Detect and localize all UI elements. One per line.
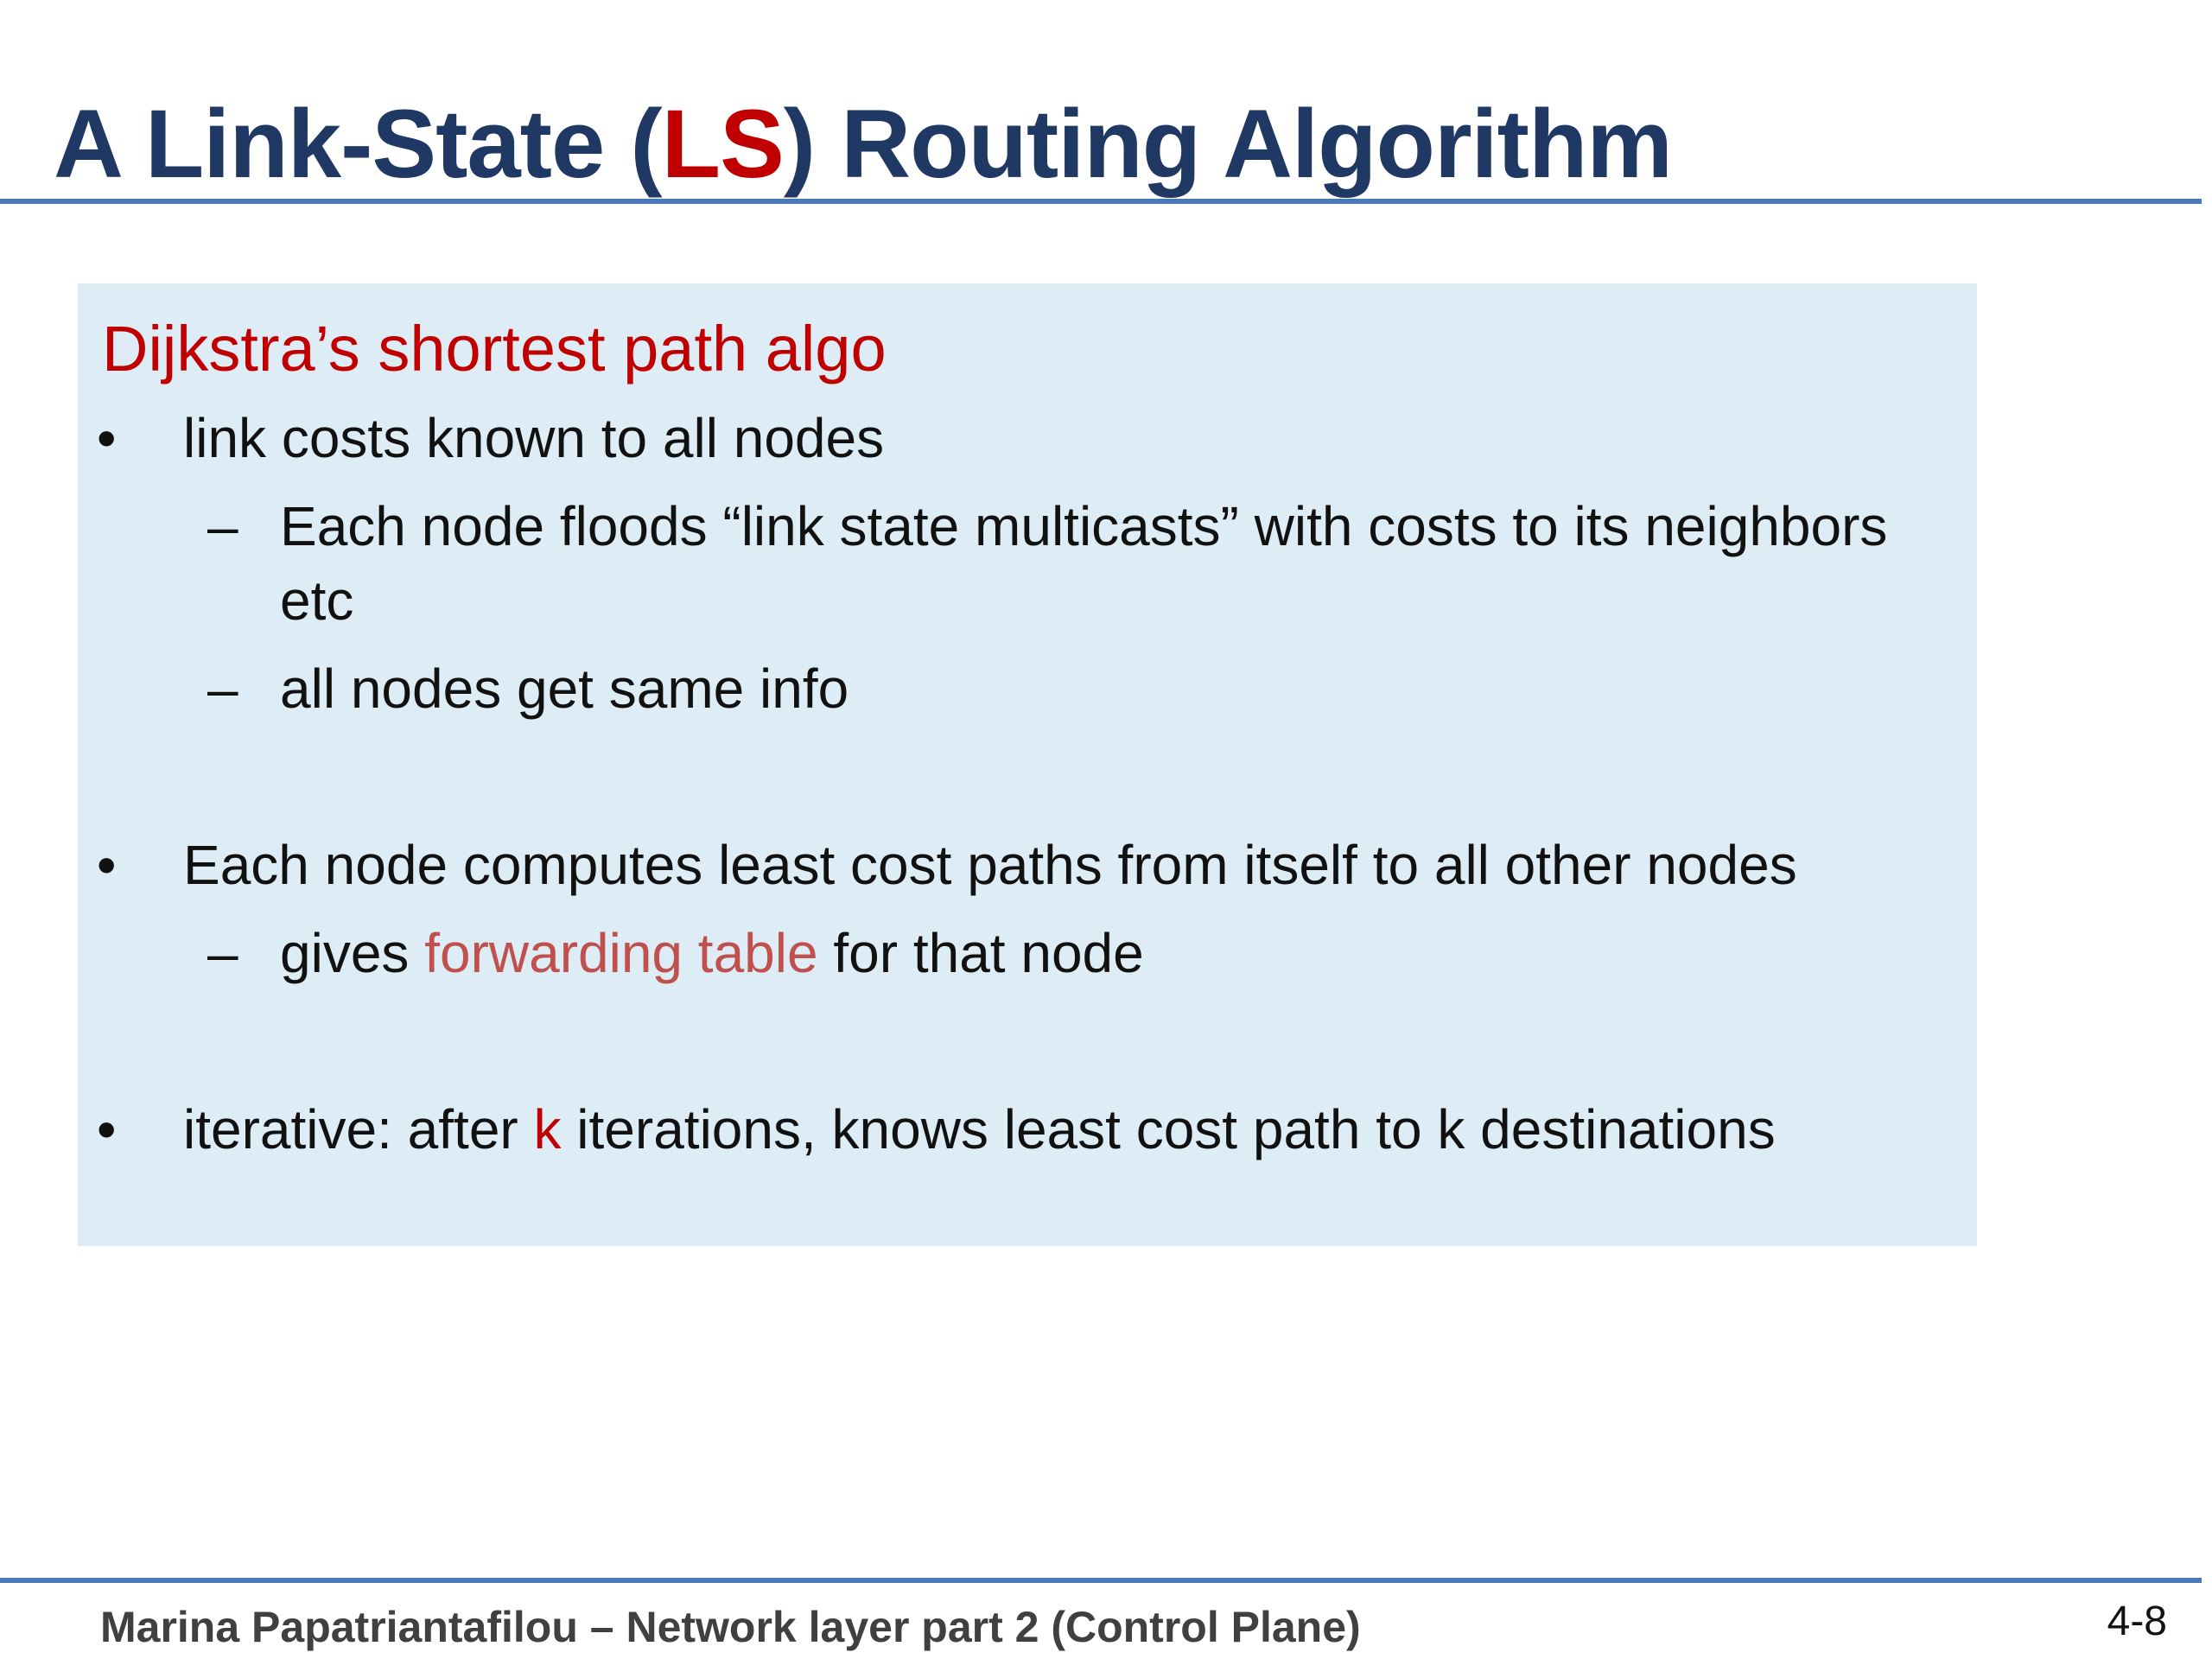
title-divider <box>0 199 2202 204</box>
k-highlight: k <box>533 1098 562 1160</box>
text-after: for that node <box>817 922 1144 984</box>
bullet-marker: • <box>97 1098 117 1160</box>
bullet-marker: • <box>97 834 117 896</box>
subitem-text: all nodes get same info <box>280 658 849 720</box>
text-after: iterations, knows least cost path to k destinations <box>561 1098 1776 1160</box>
bullet-item-computes <box>78 826 1977 904</box>
title-prefix: A Link-State ( <box>54 90 662 198</box>
bullet-text: Each node computes least cost paths from itself to all other nodes <box>183 834 1797 896</box>
title-accent-ls: LS <box>661 90 784 198</box>
dash-marker: – <box>207 495 238 557</box>
page-number: 4-8 <box>2107 1599 2167 1644</box>
text-before: iterative: after <box>183 1098 534 1160</box>
subitem-text-line-1: Each node floods “link state multicasts” with costs to its neighbors <box>280 495 1888 557</box>
box-heading: Dijkstra’s shortest path algo <box>102 313 887 385</box>
subitem-text <box>280 914 1144 992</box>
footer-divider <box>0 1578 2202 1583</box>
subitem-same-info <box>78 650 1977 728</box>
bullet-marker: • <box>97 407 117 469</box>
subitem-floods <box>78 487 1977 565</box>
bullet-item-iterative <box>78 1090 1977 1168</box>
slide-title <box>54 79 1672 209</box>
forwarding-table-highlight: forwarding table <box>424 922 818 984</box>
title-suffix: ) Routing Algorithm <box>783 90 1672 198</box>
footer-text: Marina Papatriantafilou – Network layer part 2 (Control Plane) <box>100 1603 1361 1651</box>
bullet-text: link costs known to all nodes <box>183 407 885 469</box>
subitem-text-line-2: etc <box>280 569 354 632</box>
subitem-forwarding-table <box>78 914 1977 992</box>
dash-marker: – <box>207 658 238 720</box>
dash-marker: – <box>207 922 238 984</box>
text-before: gives <box>280 922 425 984</box>
bullet-text <box>183 1090 1776 1168</box>
content-box <box>78 283 1977 1246</box>
subitem-floods-continued <box>78 562 1977 639</box>
bullet-item-link-costs <box>78 399 1977 477</box>
